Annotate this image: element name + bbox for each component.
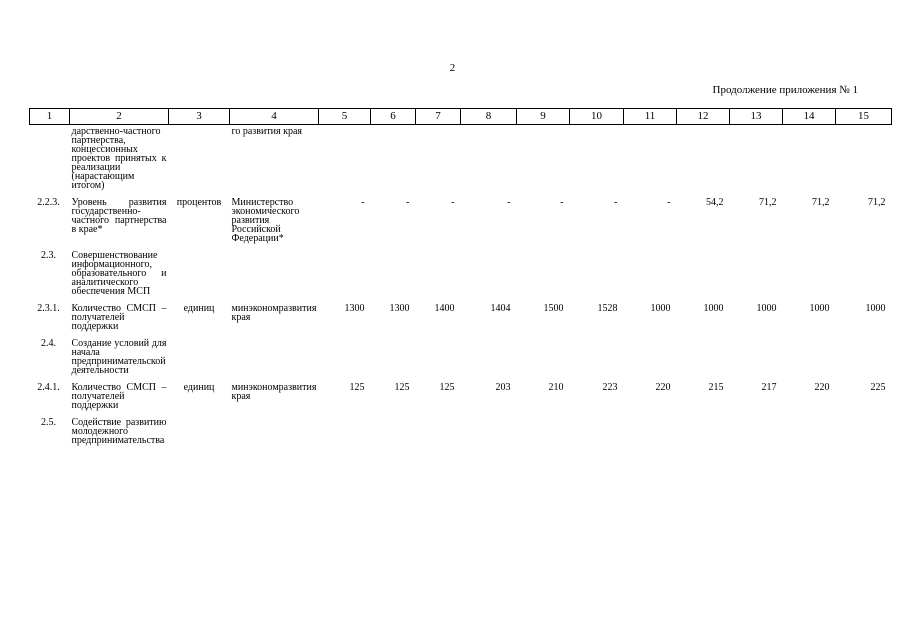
value-cell — [461, 125, 517, 191]
value-cell: 125 — [394, 382, 410, 393]
header-cell-10: 10 — [570, 109, 624, 125]
table-row — [30, 375, 892, 410]
unit — [169, 243, 230, 296]
header-cell-9: 9 — [517, 109, 570, 125]
table-row — [30, 296, 892, 331]
value-cell: 1500 — [543, 303, 564, 314]
value-cell — [730, 410, 783, 445]
value-cell: - — [614, 197, 618, 208]
value-cell — [517, 125, 570, 191]
header-cell-6: 6 — [371, 109, 416, 125]
header-cell-3: 3 — [169, 109, 230, 125]
row-number: 2.4. — [41, 338, 56, 349]
value-cell — [730, 125, 783, 191]
header-cell-5: 5 — [319, 109, 371, 125]
value-cell: 1400 — [434, 303, 455, 314]
value-cell — [730, 331, 783, 375]
value-cell: 225 — [870, 382, 886, 393]
unit: единиц — [183, 382, 215, 393]
value-cell — [836, 243, 892, 296]
indicator-name: дарственно-частного партнерства, концессионных проектов принятых к реализации (нарастающим итогом) — [71, 126, 167, 191]
value-cell: 215 — [708, 382, 724, 393]
row-number: 2.5. — [41, 417, 56, 428]
value-cell — [461, 410, 517, 445]
value-cell — [517, 410, 570, 445]
value-cell — [319, 410, 371, 445]
appendix-continuation-title: Продолжение приложения № 1 — [712, 84, 858, 96]
value-cell: 1000 — [809, 303, 830, 314]
unit: единиц — [183, 303, 215, 314]
value-cell — [624, 410, 677, 445]
value-cell: 1000 — [650, 303, 671, 314]
value-cell: 1000 — [703, 303, 724, 314]
indicator-name: Совершенствование информационного, образовательного и аналитического обеспечения МСП — [71, 250, 167, 297]
value-cell: 54,2 — [706, 197, 724, 208]
value-cell — [517, 243, 570, 296]
value-cell: 1528 — [597, 303, 618, 314]
indicator-name: Уровень развития государственно-частного партнерства в крае* — [71, 197, 167, 235]
row-number: 2.3.1. — [37, 303, 60, 314]
value-cell — [416, 243, 461, 296]
value-cell: - — [507, 197, 511, 208]
header-cell-1: 1 — [30, 109, 70, 125]
value-cell: 1000 — [865, 303, 886, 314]
source — [230, 410, 319, 445]
value-cell: 210 — [548, 382, 564, 393]
source — [230, 243, 319, 296]
header-cell-8: 8 — [461, 109, 517, 125]
value-cell — [783, 331, 836, 375]
value-cell — [836, 410, 892, 445]
unit — [169, 125, 230, 191]
value-cell — [517, 331, 570, 375]
table-row — [30, 243, 892, 296]
value-cell — [783, 125, 836, 191]
value-cell — [624, 125, 677, 191]
value-cell — [371, 410, 416, 445]
indicator-name: Содействие развитию молодежного предпринимательства — [71, 417, 167, 446]
value-cell: 223 — [602, 382, 618, 393]
value-cell: - — [406, 197, 410, 208]
value-cell — [319, 125, 371, 191]
value-cell: 125 — [349, 382, 365, 393]
value-cell — [461, 331, 517, 375]
header-row — [30, 109, 892, 125]
source: го развития края — [231, 126, 303, 137]
value-cell: 125 — [439, 382, 455, 393]
value-cell: 220 — [655, 382, 671, 393]
value-cell — [624, 243, 677, 296]
value-cell: 71,2 — [812, 197, 830, 208]
page-number: 2 — [449, 62, 456, 74]
value-cell — [371, 125, 416, 191]
value-cell — [783, 410, 836, 445]
value-cell: 1000 — [756, 303, 777, 314]
value-cell — [461, 243, 517, 296]
value-cell: 71,2 — [759, 197, 777, 208]
value-cell — [836, 331, 892, 375]
value-cell — [416, 410, 461, 445]
unit — [169, 410, 230, 445]
table-row — [30, 190, 892, 243]
value-cell: 71,2 — [868, 197, 886, 208]
value-cell — [416, 331, 461, 375]
value-cell — [416, 125, 461, 191]
header-cell-4: 4 — [230, 109, 319, 125]
indicator-name: Количество СМСП – получателей поддержки — [71, 303, 167, 332]
value-cell: 220 — [814, 382, 830, 393]
source: Министерство экономического развития Российской Федерации* — [231, 197, 300, 244]
table-row — [30, 125, 892, 191]
value-cell: 1300 — [344, 303, 365, 314]
value-cell — [677, 125, 730, 191]
header-cell-12: 12 — [677, 109, 730, 125]
value-cell — [677, 243, 730, 296]
value-cell: 203 — [495, 382, 511, 393]
indicators-table — [29, 108, 892, 445]
value-cell — [783, 243, 836, 296]
value-cell: - — [560, 197, 564, 208]
value-cell — [371, 243, 416, 296]
row-number — [30, 125, 70, 191]
header-cell-14: 14 — [783, 109, 836, 125]
indicator-name: Количество СМСП – получателей поддержки — [71, 382, 167, 411]
row-number: 2.2.3. — [37, 197, 60, 208]
row-number: 2.4.1. — [37, 382, 60, 393]
header-cell-11: 11 — [624, 109, 677, 125]
value-cell: 217 — [761, 382, 777, 393]
value-cell — [319, 243, 371, 296]
table-row — [30, 410, 892, 445]
value-cell: - — [451, 197, 455, 208]
value-cell — [371, 331, 416, 375]
value-cell — [570, 331, 624, 375]
value-cell — [677, 410, 730, 445]
value-cell — [319, 331, 371, 375]
unit: процентов — [176, 197, 222, 208]
value-cell — [730, 243, 783, 296]
header-cell-15: 15 — [836, 109, 892, 125]
value-cell — [624, 331, 677, 375]
value-cell — [677, 331, 730, 375]
value-cell: - — [667, 197, 671, 208]
value-cell — [570, 410, 624, 445]
source: минэкономразвития края — [231, 382, 317, 402]
row-number: 2.3. — [41, 250, 56, 261]
value-cell: 1404 — [490, 303, 511, 314]
value-cell — [570, 243, 624, 296]
source — [230, 331, 319, 375]
value-cell: - — [361, 197, 365, 208]
header-cell-7: 7 — [416, 109, 461, 125]
value-cell — [836, 125, 892, 191]
table-row — [30, 331, 892, 375]
header-cell-2: 2 — [70, 109, 169, 125]
value-cell: 1300 — [389, 303, 410, 314]
header-cell-13: 13 — [730, 109, 783, 125]
unit — [169, 331, 230, 375]
value-cell — [570, 125, 624, 191]
source: минэкономразвития края — [231, 303, 317, 323]
indicator-name: Создание условий для начала предпринимательской деятельности — [71, 338, 167, 376]
